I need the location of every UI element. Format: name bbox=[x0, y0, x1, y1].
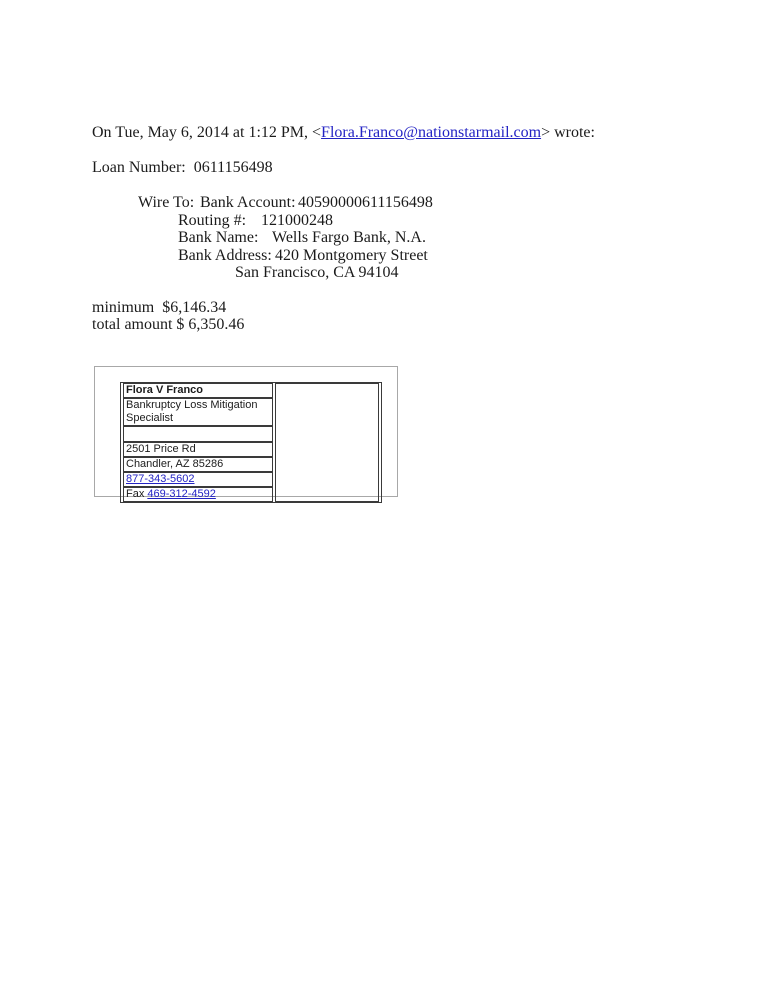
bank-account-label: Bank Account: bbox=[200, 194, 296, 211]
phone-link[interactable]: 877-343-5602 bbox=[126, 472, 195, 485]
signature-empty-cell bbox=[275, 383, 379, 502]
fax-label: Fax bbox=[126, 487, 145, 500]
amounts-block bbox=[92, 299, 773, 334]
bank-account-value: 40590000611156498 bbox=[298, 194, 433, 211]
wire-to-label: Wire To: bbox=[138, 194, 195, 211]
wire-line-bank-city bbox=[235, 264, 773, 282]
wire-line-bank-name bbox=[178, 229, 773, 247]
signature-title: Bankruptcy Loss Mitigation Specialist bbox=[123, 398, 273, 426]
routing-value: 121000248 bbox=[261, 211, 333, 229]
signature-table bbox=[120, 382, 382, 503]
total-amount-line: total amount $ 6,350.46 bbox=[92, 316, 245, 333]
email-body bbox=[0, 0, 773, 334]
signature-blank-row bbox=[123, 426, 273, 442]
routing-label: Routing #: bbox=[178, 211, 247, 229]
attribution-line bbox=[92, 124, 773, 142]
wire-instructions-block bbox=[92, 194, 773, 282]
bank-address-value: 420 Montgomery Street bbox=[275, 246, 428, 264]
wire-line-bank-address bbox=[178, 247, 773, 265]
attribution-suffix: > wrote: bbox=[541, 124, 595, 141]
wire-line-account bbox=[138, 194, 773, 212]
signature-card bbox=[94, 366, 398, 500]
bank-city-value: San Francisco, CA 94104 bbox=[235, 264, 399, 281]
minimum-amount-line: minimum $6,146.34 bbox=[92, 298, 227, 316]
signature-fax-row bbox=[123, 487, 273, 502]
loan-number-line: Loan Number: 0611156498 bbox=[92, 158, 273, 176]
signature-name: Flora V Franco bbox=[123, 383, 273, 398]
sender-email-link[interactable]: Flora.Franco@nationstarmail.com bbox=[321, 124, 542, 141]
signature-address-street: 2501 Price Rd bbox=[123, 442, 273, 457]
signature-phone-row bbox=[123, 472, 273, 487]
signature-address-city: Chandler, AZ 85286 bbox=[123, 457, 273, 472]
attribution-prefix: On Tue, May 6, 2014 at 1:12 PM, < bbox=[92, 124, 322, 141]
bank-name-label: Bank Name: bbox=[178, 229, 259, 246]
bank-address-label: Bank Address: bbox=[178, 246, 272, 264]
fax-link[interactable]: 469-312-4592 bbox=[147, 487, 216, 500]
wire-line-routing bbox=[178, 212, 773, 230]
bank-name-value: Wells Fargo Bank, N.A. bbox=[272, 229, 426, 246]
